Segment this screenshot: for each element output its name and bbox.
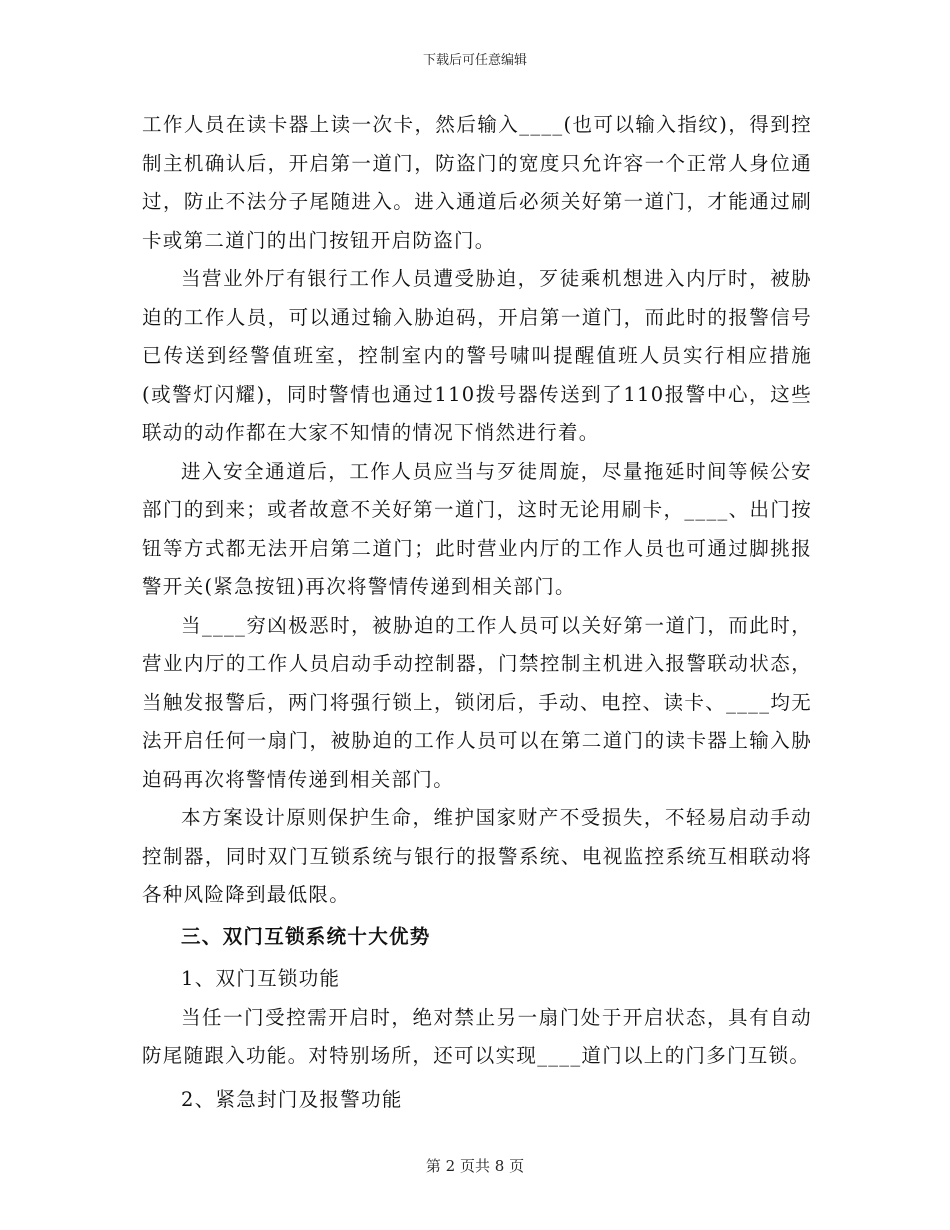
paragraph-lockdown: 当____穷凶极恶时，被胁迫的工作人员可以关好第一道门，而此时，营业内厅的工作人员启动手动控制器，门禁控制主机进入报警联动状态，当触发报警后，两门将强行锁上，锁闭后，手动、电控、读卡、____均无法开启任何一扇门，被胁迫的工作人员可以在第二道门的读卡器上输入胁迫码再次将警情传递到相关部门。 (142, 613, 812, 791)
document-body (142, 106, 812, 1120)
section-heading: 三、双门互锁系统十大优势 (181, 924, 431, 948)
paragraph-interlock-function: 当任一门受控需开启时，绝对禁止另一扇门处于开启状态，具有自动防尾随跟入功能。对特别场所，还可以实现____道门以上的门多门互锁。 (142, 1005, 812, 1067)
paragraph-duress-scenario: 当营业外厅有银行工作人员遭受胁迫，歹徒乘机想进入内厅时，被胁迫的工作人员，可以通过输入胁迫码，开启第一道门，而此时的报警信号已传送到经警值班室，控制室内的警号啸叫提醒值班人员实行相应措施(或警灯闪耀)，同时警情也通过110拨号器传送到了110报警中心，这些联动的动作都在大家不知情的情况下悄然进行着。 (142, 267, 812, 444)
item-1-title: 1、双门互锁功能 (181, 966, 341, 990)
page-header: 下载后可任意编辑 (422, 53, 527, 68)
paragraph-design-principle: 本方案设计原则保护生命，维护国家财产不受损失，不轻易启动手动控制器，同时双门互锁系统与银行的报警系统、电视监控系统互相联动将各种风险降到最低限。 (142, 806, 812, 906)
paragraph-card-entry: 工作人员在读卡器上读一次卡，然后输入____(也可以输入指纹)，得到控制主机确认后，开启第一道门，防盗门的宽度只允许容一个正常人身位通过，防止不法分子尾随进入。进入通道后必须关好第一道门，才能通过刷卡或第二道门的出门按钮开启防盗门。 (142, 113, 812, 252)
page-number: 第 2 页共 8 页 (425, 1157, 525, 1175)
paragraph-delay-tactics: 进入安全通道后，工作人员应当与歹徒周旋，尽量拖延时间等候公安部门的到来；或者故意不关好第一道门，这时无论用刷卡，____、出门按钮等方式都无法开启第二道门；此时营业内厅的工作人员也可通过脚挑报警开关(紧急按钮)再次将警情传递到相关部门。 (142, 459, 812, 598)
item-2-title: 2、紧急封门及报警功能 (181, 1087, 403, 1111)
